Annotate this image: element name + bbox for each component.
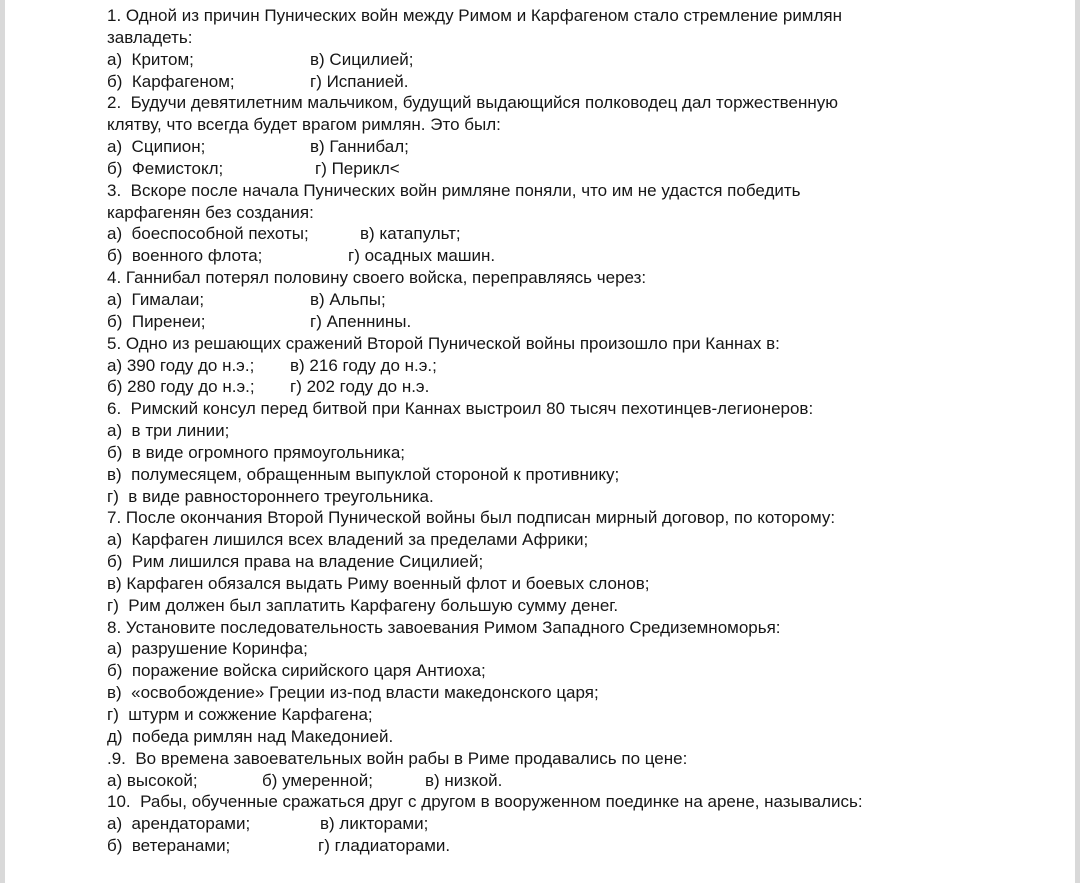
option-row bbox=[107, 638, 1037, 660]
question-block bbox=[107, 791, 1037, 857]
answer-option: б) умеренной; bbox=[262, 770, 373, 790]
answer-option: в) Сицилией; bbox=[310, 49, 414, 69]
answer-option: в) Карфаген обязался выдать Риму военный флот и боевых слонов; bbox=[107, 573, 650, 593]
answer-option: а) боеспособной пехоты; bbox=[107, 224, 309, 244]
answer-option: а) Критом; bbox=[107, 49, 194, 69]
option-row bbox=[107, 486, 1037, 508]
option-row bbox=[107, 529, 1037, 551]
answer-option: а) арендаторами; bbox=[107, 814, 251, 834]
option-row bbox=[107, 289, 1037, 311]
option-row bbox=[107, 464, 1037, 486]
question-block bbox=[107, 617, 1037, 748]
question-block bbox=[107, 748, 1037, 792]
option-row bbox=[107, 595, 1037, 617]
question-stem-line: 1. Одной из причин Пунических войн между Римом и Карфагеном стало стремление римлян bbox=[107, 6, 843, 25]
option-row bbox=[107, 49, 1037, 71]
question-block bbox=[107, 92, 1037, 179]
option-row bbox=[107, 551, 1037, 573]
question-stem-line: 10. Рабы, обученные сражаться друг с другом в вооруженном поединке на арене, назывались: bbox=[107, 792, 863, 812]
question-stem-line: 4. Ганнибал потерял половину своего войска, переправляясь через: bbox=[107, 268, 647, 288]
answer-option: а) 390 году до н.э.; bbox=[107, 355, 255, 375]
question-block bbox=[107, 5, 1037, 92]
quiz-document bbox=[107, 5, 1037, 857]
option-row bbox=[107, 682, 1037, 704]
answer-option: г) Рим должен был заплатить Карфагену большую сумму денег. bbox=[107, 595, 619, 615]
answer-option: а) Карфаген лишился всех владений за пределами Африки; bbox=[107, 530, 589, 550]
question-block bbox=[107, 333, 1037, 399]
answer-option: в) ликторами; bbox=[320, 814, 429, 834]
answer-option: а) разрушение Коринфа; bbox=[107, 639, 308, 659]
option-row bbox=[107, 726, 1037, 748]
answer-option: в) низкой. bbox=[425, 770, 503, 790]
answer-option: в) «освобождение» Греции из-под власти македонского царя; bbox=[107, 683, 599, 703]
answer-option: д) победа римлян над Македонией. bbox=[107, 726, 394, 746]
question-stem-line: 8. Установите последовательность завоевания Римом Западного Средиземноморья: bbox=[107, 617, 781, 637]
question-stem-line: завладеть: bbox=[107, 27, 193, 47]
answer-option: в) Альпы; bbox=[310, 289, 386, 309]
question-stem-line: 5. Одно из решающих сражений Второй Пунической войны произошло при Каннах в: bbox=[107, 333, 780, 353]
answer-option: г) гладиаторами. bbox=[318, 836, 451, 856]
answer-option: г) 202 году до н.э. bbox=[290, 377, 430, 397]
option-row bbox=[107, 376, 1037, 398]
answer-option: б) Рим лишился права на владение Сицилией; bbox=[107, 552, 484, 572]
option-row bbox=[107, 660, 1037, 682]
question-block bbox=[107, 267, 1037, 333]
answer-option: в) катапульт; bbox=[360, 224, 461, 244]
page-edge-left bbox=[0, 0, 5, 883]
answer-option: б) поражение войска сирийского царя Антиоха; bbox=[107, 661, 486, 681]
answer-option: б) Карфагеном; bbox=[107, 71, 235, 91]
option-row bbox=[107, 442, 1037, 464]
answer-option: б) Пиренеи; bbox=[107, 311, 206, 331]
answer-option: в) Ганнибал; bbox=[310, 137, 409, 157]
question-block bbox=[107, 180, 1037, 267]
answer-option: а) в три линии; bbox=[107, 421, 230, 441]
option-row bbox=[107, 158, 1037, 180]
question-stem-line: клятву, что всегда будет врагом римлян. Это был: bbox=[107, 115, 501, 135]
page-edge-right bbox=[1075, 0, 1080, 883]
answer-option: г) осадных машин. bbox=[348, 246, 496, 266]
option-row bbox=[107, 245, 1037, 267]
answer-option: б) 280 году до н.э.; bbox=[107, 377, 255, 397]
option-row bbox=[107, 136, 1037, 158]
answer-option: в) 216 году до н.э.; bbox=[290, 355, 437, 375]
question-stem-line: 2. Будучи девятилетним мальчиком, будущий выдающийся полководец дал торжественную bbox=[107, 93, 838, 113]
answer-option: г) в виде равностороннего треугольника. bbox=[107, 486, 434, 506]
question-stem-line: 6. Римский консул перед битвой при Каннах выстроил 80 тысяч пехотинцев-легионеров: bbox=[107, 399, 814, 419]
question-block bbox=[107, 507, 1037, 616]
answer-option: г) Перикл< bbox=[315, 158, 400, 178]
answer-option: а) Сципион; bbox=[107, 137, 206, 157]
option-row bbox=[107, 71, 1037, 93]
question-stem-line: карфагенян без создания: bbox=[107, 202, 314, 222]
option-row bbox=[107, 813, 1037, 835]
answer-option: г) Испанией. bbox=[310, 71, 409, 91]
answer-option: б) Фемистокл; bbox=[107, 158, 224, 178]
answer-option: г) штурм и сожжение Карфагена; bbox=[107, 705, 373, 724]
option-row bbox=[107, 835, 1037, 857]
answer-option: б) ветеранами; bbox=[107, 836, 231, 856]
option-row bbox=[107, 311, 1037, 333]
answer-option: в) полумесяцем, обращенным выпуклой стороной к противнику; bbox=[107, 464, 620, 484]
option-row bbox=[107, 573, 1037, 595]
question-stem-line: 3. Вскоре после начала Пунических войн римляне поняли, что им не удастся победить bbox=[107, 180, 801, 200]
answer-option: г) Апеннины. bbox=[310, 311, 412, 331]
option-row bbox=[107, 420, 1037, 442]
question-stem-line: .9. Во времена завоевательных войн рабы в Риме продавались по цене: bbox=[107, 748, 688, 768]
answer-option: а) высокой; bbox=[107, 770, 198, 790]
option-row bbox=[107, 223, 1037, 245]
question-block bbox=[107, 398, 1037, 507]
option-row bbox=[107, 770, 1037, 792]
answer-option: б) в виде огромного прямоугольника; bbox=[107, 442, 406, 462]
answer-option: б) военного флота; bbox=[107, 246, 263, 266]
option-row bbox=[107, 704, 1037, 726]
question-stem-line: 7. После окончания Второй Пунической войны был подписан мирный договор, по которому: bbox=[107, 508, 836, 528]
option-row bbox=[107, 355, 1037, 377]
answer-option: а) Гималаи; bbox=[107, 289, 205, 309]
